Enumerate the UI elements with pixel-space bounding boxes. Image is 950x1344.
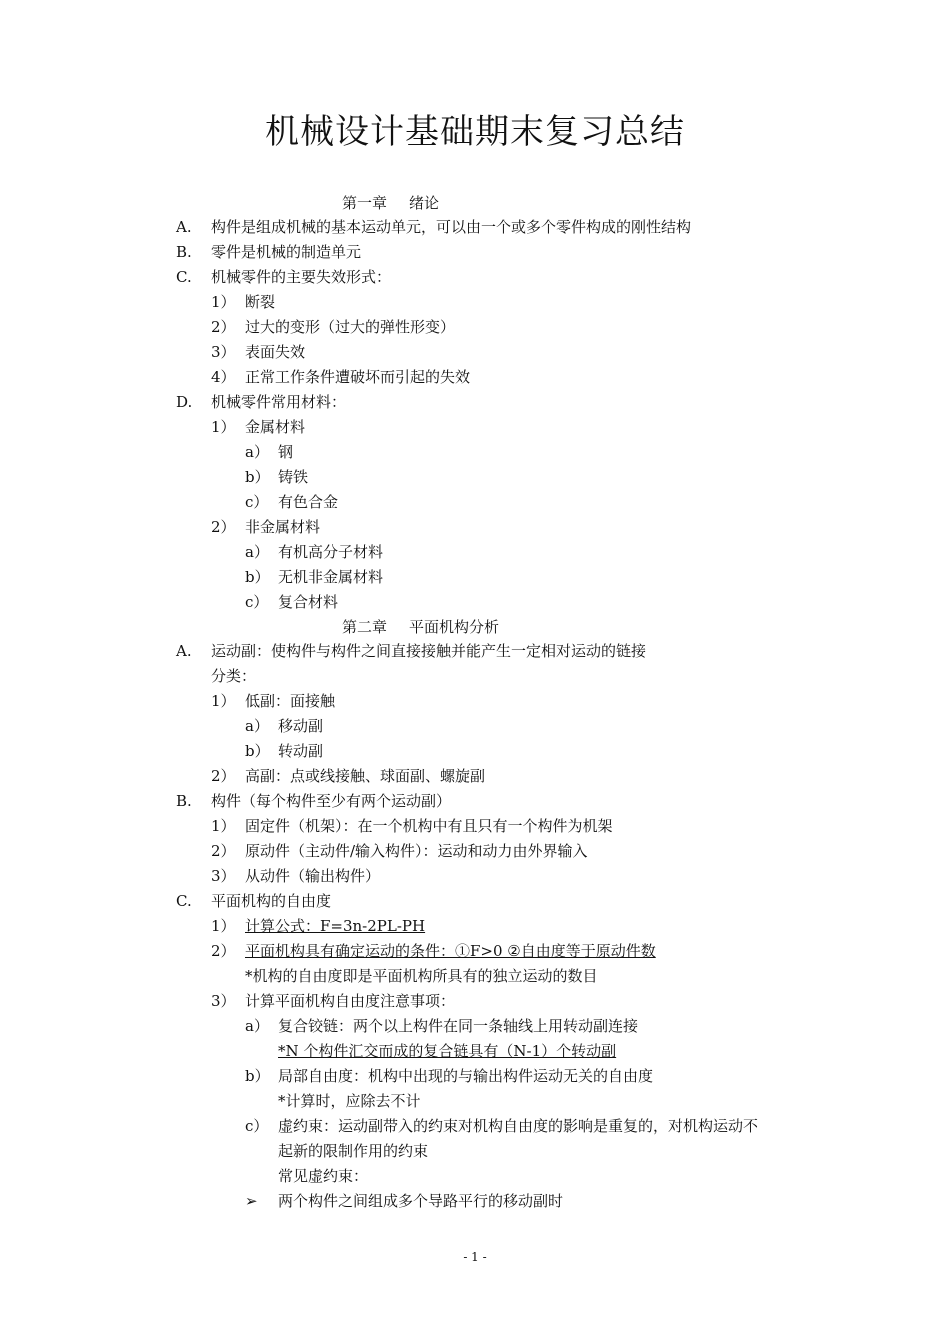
- list-item-text: 平面机构的自由度: [211, 892, 332, 910]
- list-item-text: 铸铁: [278, 468, 309, 486]
- list-marker: 3）: [211, 992, 236, 1010]
- chapter-2-heading: [342, 616, 499, 637]
- list-marker: a）: [245, 443, 269, 461]
- list-marker: 1）: [211, 418, 236, 436]
- list-item-text: 平面机构具有确定运动的条件：①F>0 ②自由度等于原动件数: [245, 942, 656, 960]
- list-marker: C.: [176, 268, 192, 286]
- list-marker: c）: [245, 1117, 269, 1135]
- list-item-text: 局部自由度：机构中出现的与输出构件运动无关的自由度: [278, 1067, 654, 1085]
- chapter-1-heading: [342, 192, 439, 213]
- list-item-text: 正常工作条件遭破坏而引起的失效: [245, 368, 471, 386]
- list-item-text: 复合材料: [278, 593, 339, 611]
- list-marker: 2）: [211, 318, 236, 336]
- list-item-text: 复合铰链：两个以上构件在同一条轴线上用转动副连接: [278, 1017, 639, 1035]
- list-item-text: 表面失效: [245, 343, 306, 361]
- list-marker: a）: [245, 717, 269, 735]
- list-marker: 1）: [211, 817, 236, 835]
- chapter-2-name: 平面机构分析: [409, 618, 500, 636]
- list-item-text: 过大的变形（过大的弹性形变）: [245, 318, 456, 336]
- list-marker: D.: [176, 393, 193, 411]
- list-marker: a）: [245, 543, 269, 561]
- list-item-text: 固定件（机架）：在一个机构中有且只有一个构件为机架: [245, 817, 613, 835]
- list-marker: b）: [245, 568, 270, 586]
- list-marker: b）: [245, 468, 270, 486]
- list-item-text: 构件是组成机械的基本运动单元，可以由一个或多个零件构成的刚性结构: [211, 218, 692, 236]
- list-item-text: 构件（每个构件至少有两个运动副）: [211, 792, 452, 810]
- list-item-text: 常见虚约束：: [278, 1167, 369, 1185]
- list-marker: 2）: [211, 842, 236, 860]
- list-item-text: 从动件（输出构件）: [245, 867, 381, 885]
- page-number: - 1 -: [463, 1250, 487, 1264]
- document-title: 机械设计基础期末复习总结: [265, 112, 685, 152]
- list-marker: A.: [176, 642, 192, 660]
- list-item-text: *N 个构件汇交而成的复合链具有（N-1）个转动副: [278, 1042, 617, 1060]
- list-marker: 1）: [211, 692, 236, 710]
- chapter-1-number: 第一章: [342, 194, 388, 212]
- list-item-text: 零件是机械的制造单元: [211, 243, 362, 261]
- list-item-text: 低副：面接触: [245, 692, 336, 710]
- list-item-text: 分类：: [211, 667, 257, 685]
- list-item-text: 机械零件的主要失效形式：: [211, 268, 392, 286]
- list-marker: B.: [176, 792, 192, 810]
- list-marker: 2）: [211, 518, 236, 536]
- list-item-text: 有机高分子材料: [278, 543, 384, 561]
- list-marker: A.: [176, 218, 192, 236]
- list-marker: c）: [245, 593, 269, 611]
- list-item-text: 原动件（主动件/输入构件）：运动和动力由外界输入: [245, 842, 588, 860]
- chapter-1-name: 绪论: [409, 194, 440, 212]
- list-item-text: 运动副：使构件与构件之间直接接触并能产生一定相对运动的链接: [211, 642, 647, 660]
- list-marker: a）: [245, 1017, 269, 1035]
- list-marker: B.: [176, 243, 192, 261]
- list-marker: 3）: [211, 867, 236, 885]
- list-marker: 2）: [211, 767, 236, 785]
- list-item-text: 计算公式：F=3n-2PL-PH: [245, 917, 426, 935]
- list-item-text: *机构的自由度即是平面机构所具有的独立运动的数目: [245, 967, 598, 985]
- list-marker: 2）: [211, 942, 236, 960]
- list-marker: b）: [245, 742, 270, 760]
- list-item-text: *计算时，应除去不计: [278, 1092, 421, 1110]
- list-item-text: 钢: [278, 443, 294, 461]
- list-item-text: 断裂: [245, 293, 276, 311]
- list-marker: b）: [245, 1067, 270, 1085]
- list-marker: 4）: [211, 368, 236, 386]
- list-marker: C.: [176, 892, 192, 910]
- list-item-text: 机械零件常用材料：: [211, 393, 347, 411]
- list-item-text: 转动副: [278, 742, 324, 760]
- list-item-text: 无机非金属材料: [278, 568, 384, 586]
- list-item-text: 起新的限制作用的约束: [278, 1142, 429, 1160]
- list-item-text: 高副：点或线接触、球面副、螺旋副: [245, 767, 486, 785]
- list-marker: c）: [245, 493, 269, 511]
- list-item-text: 两个构件之间组成多个导路平行的移动副时: [278, 1192, 564, 1210]
- list-marker: 3）: [211, 343, 236, 361]
- list-item-text: 金属材料: [245, 418, 306, 436]
- list-item-text: 虚约束：运动副带入的约束对机构自由度的影响是重复的，对机构运动不: [278, 1117, 759, 1135]
- list-marker: 1）: [211, 293, 236, 311]
- list-marker: ➢: [245, 1192, 258, 1210]
- chapter-2-number: 第二章: [342, 618, 388, 636]
- list-item-text: 计算平面机构自由度注意事项：: [245, 992, 456, 1010]
- list-item-text: 有色合金: [278, 493, 339, 511]
- list-item-text: 非金属材料: [245, 518, 321, 536]
- list-item-text: 移动副: [278, 717, 324, 735]
- list-marker: 1）: [211, 917, 236, 935]
